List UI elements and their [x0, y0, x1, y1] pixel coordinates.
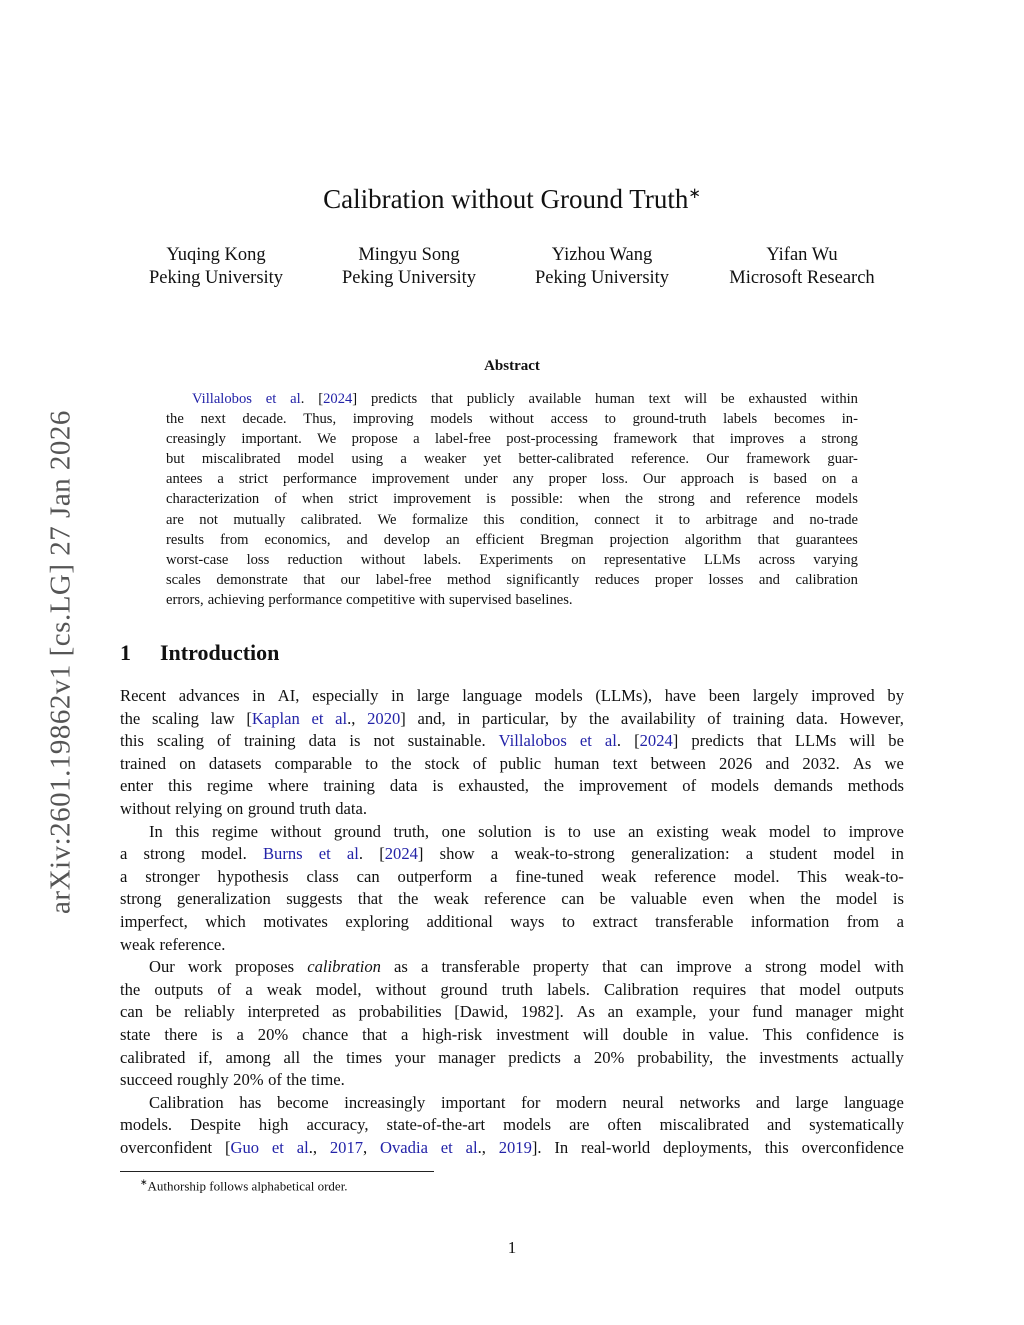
section-title: Introduction [160, 640, 280, 665]
intro-line: trained on datasets comparable to the stock of public human text between 2026 and 2032. As we [120, 753, 904, 773]
intro-line: a strong model. Burns et al. [2024] show a weak-to-strong generalization: a student model in [120, 844, 904, 864]
intro-line: models. Despite high accuracy, state-of-the-art models are often miscalibrated and systematically [120, 1115, 904, 1135]
abstract-body [166, 389, 858, 610]
footnote-mark: ∗ [140, 1177, 148, 1187]
abstract-line: results from economics, and develop an efficient Bregman projection algorithm that guarantees [166, 531, 858, 548]
abstract-line: scales demonstrate that our label-free method significantly reduces proper losses and calibration [166, 571, 858, 588]
intro-line: enter this regime where training data is exhausted, the improvement of models demands methods [120, 776, 904, 796]
intro-line: can be reliably interpreted as probabilities [Dawid, 1982]. As an example, your fund manager might [120, 1002, 904, 1022]
page-number: 1 [507, 1238, 517, 1257]
author-affiliation: Peking University [148, 268, 284, 288]
intro-line: the scaling law [Kaplan et al., 2020] and, in particular, by the availability of training data. However, [120, 708, 904, 728]
author-affiliation: Microsoft Research [729, 268, 875, 288]
intro-line: calibrated if, among all the times your manager predicts a 20% probability, the investments actually [120, 1047, 904, 1067]
section-heading [120, 640, 279, 666]
title-footnote-mark: ∗ [688, 186, 701, 202]
abstract-heading: Abstract [484, 358, 540, 374]
introduction-body [120, 685, 904, 1159]
intro-line: In this regime without ground truth, one solution is to use an existing weak model to improve [149, 821, 904, 841]
author-affiliation: Peking University [534, 268, 670, 288]
footnote [140, 1177, 348, 1194]
abstract-line: antees a strict performance improvement under any proper loss. Our approach is based on a [166, 471, 858, 488]
intro-line: this scaling of training data is not sustainable. Villalobos et al. [2024] predicts that LLMs will be [120, 731, 904, 751]
intro-line: strong generalization suggests that the weak reference can be valuable even when the model is [120, 889, 904, 909]
abstract-line: creasingly important. We propose a label-free post-processing framework that improves a strong [166, 431, 858, 448]
paper-title [0, 184, 1024, 215]
intro-line: without relying on ground truth data. [120, 798, 367, 818]
intro-line: the outputs of a weak model, without ground truth labels. Calibration requires that model outputs [120, 979, 904, 999]
author-name: Yuqing Kong [166, 245, 266, 265]
intro-line: a stronger hypothesis class can outperform a fine-tuned weak reference model. This weak-to- [120, 866, 904, 886]
section-number: 1 [120, 640, 131, 665]
arxiv-identifier-stamp: arXiv:2601.19862v1 [cs.LG] 27 Jan 2026 [44, 410, 77, 914]
abstract-line: characterization of when strict improvement is possible: when the strong and reference models [166, 491, 858, 508]
intro-line: state there is a 20% chance that a high-risk investment will double in value. This confidence is [120, 1024, 904, 1044]
abstract-line: the next decade. Thus, improving models without access to ground-truth labels becomes in- [166, 411, 858, 428]
abstract-line: but miscalibrated model using a weaker yet better-calibrated reference. Our framework guar- [166, 451, 858, 468]
author-affiliation: Peking University [341, 268, 477, 288]
author-name: Yifan Wu [766, 245, 838, 265]
abstract-line: worst-case loss reduction without labels. Experiments on representative LLMs across varying [166, 551, 858, 568]
author-block [116, 244, 316, 290]
intro-line: Calibration has become increasingly important for modern neural networks and large language [149, 1092, 904, 1112]
intro-line: imperfect, which motivates exploring additional ways to extract transferable information from a [120, 911, 904, 931]
footnote-rule [120, 1171, 434, 1172]
intro-line: Our work proposes calibration as a transferable property that can improve a strong model with [149, 957, 904, 977]
footnote-text: Authorship follows alphabetical order. [147, 1178, 348, 1194]
intro-line: succeed roughly 20% of the time. [120, 1070, 345, 1090]
intro-line: weak reference. [120, 934, 226, 954]
author-block [309, 244, 509, 290]
intro-line: overconfident [Guo et al., 2017, Ovadia et al., 2019]. In real-world deployments, this overconfidence [120, 1137, 904, 1157]
author-block [502, 244, 702, 290]
abstract-line: are not mutually calibrated. We formalize this condition, connect it to arbitrage and no-trade [166, 511, 858, 528]
abstract-line: errors, achieving performance competitive with supervised baselines. [166, 591, 573, 608]
author-block [702, 244, 902, 290]
paper-title-text: Calibration without Ground Truth [323, 184, 689, 214]
intro-line: Recent advances in AI, especially in large language models (LLMs), have been largely improved by [120, 686, 904, 705]
author-name: Yizhou Wang [551, 245, 653, 265]
author-name: Mingyu Song [358, 245, 460, 265]
abstract-line: Villalobos et al. [2024] predicts that publicly available human text will be exhausted within [192, 391, 858, 407]
